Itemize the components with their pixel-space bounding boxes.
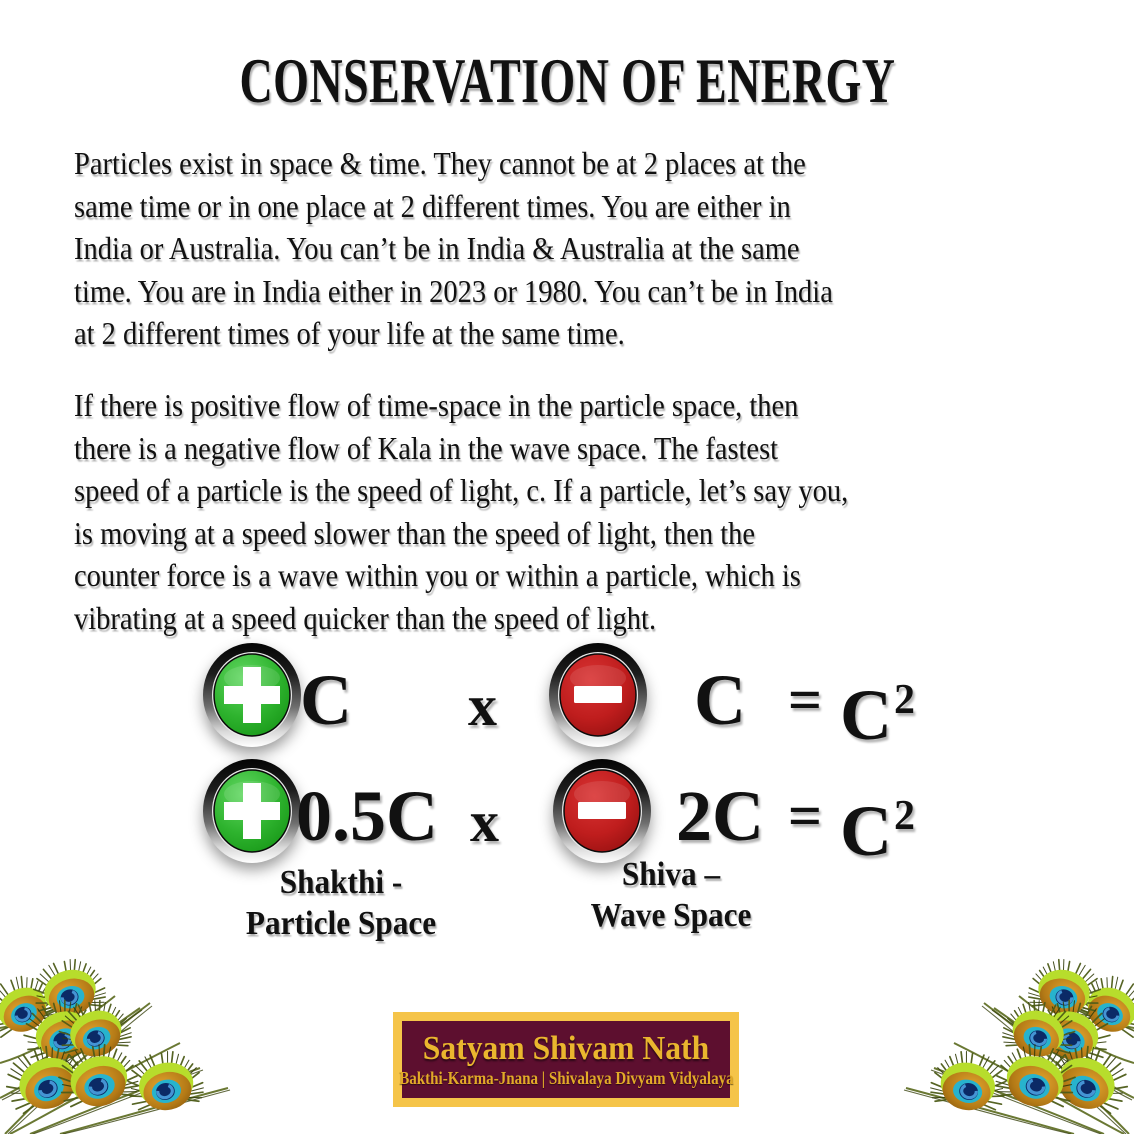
result-exponent: 2 [894, 793, 915, 839]
peacock-feather-right-image [904, 955, 1134, 1134]
body-text-line: If there is positive flow of time-space in the particle space, then [74, 387, 799, 423]
positive-value-label: C [300, 660, 352, 740]
label-shakthi-particle-space [198, 862, 483, 944]
equals-sign: = [787, 667, 823, 733]
body-text-line: Particles exist in space & time. They cannot be at 2 places at the [74, 145, 806, 181]
label-line: Shakthi - [279, 864, 403, 901]
negative-value-label: C [694, 660, 746, 740]
minus-icon [552, 758, 652, 865]
body-text-line: there is a negative flow of Kala in the wave space. The fastest [74, 429, 779, 466]
label-line: Particle Space [245, 905, 437, 942]
multiply-operator: x [468, 673, 497, 738]
minus-icon [548, 642, 648, 749]
body-text-line: same time or in one place at 2 different times. You are either in [74, 187, 791, 224]
banner-title: Satyam Shivam Nath [422, 1029, 710, 1067]
body-text-line: vibrating at a speed quicker than the speed of light. [74, 599, 657, 636]
result-value [840, 648, 915, 755]
peacock-feathers-decoration [0, 948, 1134, 1134]
paragraph-particles [74, 142, 833, 355]
result-value [840, 764, 915, 871]
result-exponent: 2 [894, 677, 915, 723]
result-base: C [840, 675, 892, 755]
banner-subtitle: Bakthi-Karma-Jnana | Shivalaya Divyam Vidyalaya [398, 1067, 734, 1088]
paragraph-flow [74, 384, 848, 639]
page-title: CONSERVATION OF ENERGY [239, 45, 895, 116]
body-text-line: India or Australia. You can’t be in India & Australia at the same [74, 230, 800, 266]
body-text-line: is moving at a speed slower than the speed of light, then the [74, 514, 755, 551]
body-text-line: counter force is a wave within you or within a particle, which is [74, 557, 801, 593]
positive-value-label: 0.5C [296, 776, 438, 856]
label-shiva-wave-space [528, 854, 813, 936]
peacock-feather-left-image [0, 955, 230, 1134]
body-text-line: at 2 different times of your life at the same time. [74, 315, 625, 351]
plus-icon [202, 758, 302, 865]
multiply-operator: x [470, 789, 499, 854]
equals-sign: = [787, 783, 823, 849]
label-line: Shiva – [621, 856, 721, 893]
page-title-row [0, 44, 1134, 118]
negative-value-label: 2C [676, 776, 764, 856]
plus-icon [202, 642, 302, 749]
result-base: C [840, 791, 892, 871]
body-text-line: time. You are in India either in 2023 or 1980. You can’t be in India [74, 272, 833, 309]
body-text-line: speed of a particle is the speed of light, c. If a particle, let’s say you, [74, 472, 849, 508]
label-line: Wave Space [590, 897, 752, 934]
